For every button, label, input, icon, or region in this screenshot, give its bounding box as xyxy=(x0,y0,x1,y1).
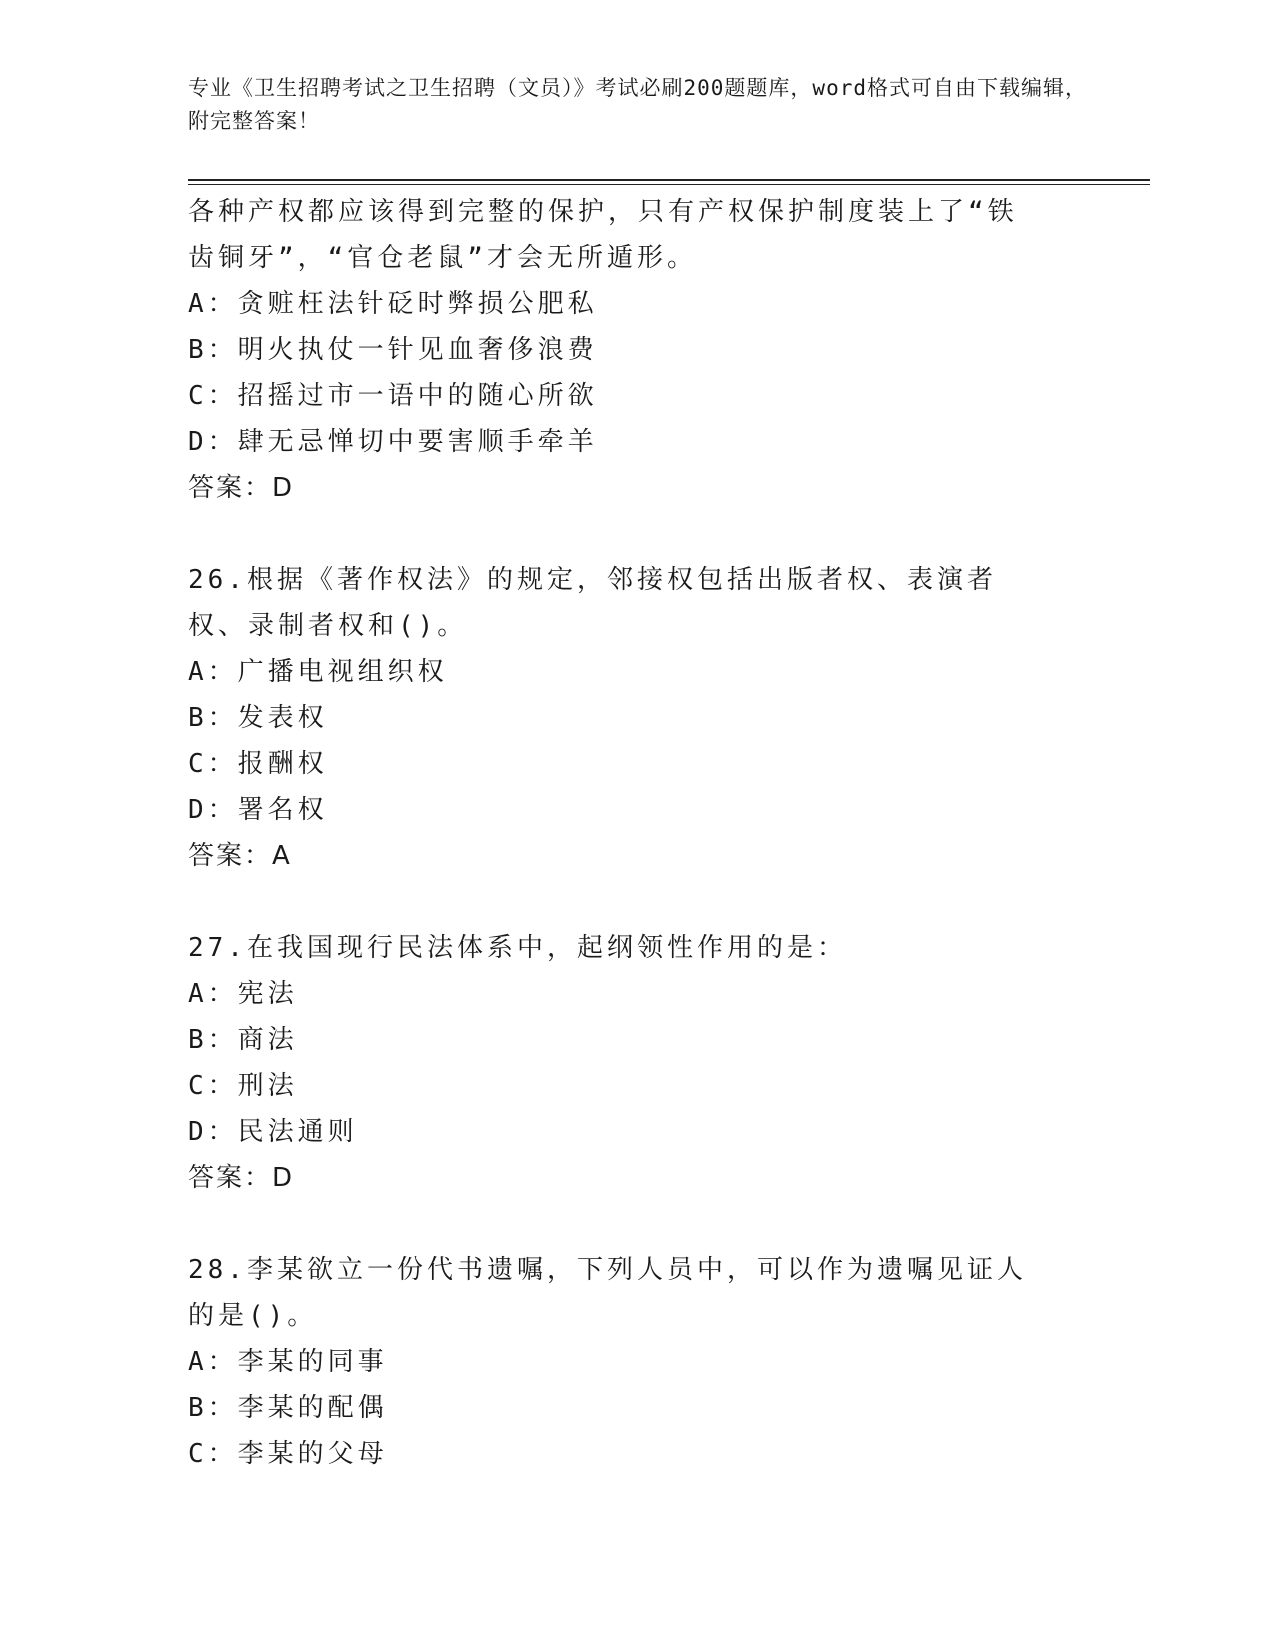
question-stem: 27.在我国现行民法体系中，起纲领性作用的是： xyxy=(188,933,847,963)
option-c: C：李某的父母 xyxy=(188,1439,388,1469)
option-d: D：民法通则 xyxy=(188,1117,358,1147)
question-block xyxy=(188,189,1088,511)
header-rule-thin xyxy=(188,184,1150,185)
question-list xyxy=(188,189,1088,1477)
question-stem: 28.李某欲立一份代书遗嘱，下列人员中，可以作为遗嘱见证人的是()。 xyxy=(188,1255,1027,1331)
answer-line: 答案：A xyxy=(188,841,292,871)
answer-line: 答案：D xyxy=(188,1163,295,1193)
option-b: B：李某的配偶 xyxy=(188,1393,388,1423)
answer-line: 答案：D xyxy=(188,473,295,503)
option-d: D：肆无忌惮切中要害顺手牵羊 xyxy=(188,427,598,457)
document-header: 专业《卫生招聘考试之卫生招聘（文员）》考试必刷200题题库，word格式可自由下载编辑，附完整答案！ xyxy=(188,76,1087,133)
option-d: D：署名权 xyxy=(188,795,328,825)
option-a: A：李某的同事 xyxy=(188,1347,388,1377)
option-a: A：贪赃枉法针砭时弊损公肥私 xyxy=(188,289,598,319)
question-block xyxy=(188,1247,1088,1477)
question-stem: 各种产权都应该得到完整的保护，只有产权保护制度装上了“铁齿铜牙”，“官仓老鼠”才会无所遁形。 xyxy=(188,197,1018,273)
option-b: B：明火执仗一针见血奢侈浪费 xyxy=(188,335,598,365)
option-c: C：报酬权 xyxy=(188,749,328,779)
question-block xyxy=(188,925,1088,1201)
question-stem: 26.根据《著作权法》的规定，邻接权包括出版者权、表演者权、录制者权和()。 xyxy=(188,565,997,641)
option-c: C：刑法 xyxy=(188,1071,298,1101)
question-block xyxy=(188,557,1088,879)
header-rule-thick xyxy=(188,179,1150,181)
option-c: C：招摇过市一语中的随心所欲 xyxy=(188,381,598,411)
option-a: A：宪法 xyxy=(188,979,298,1009)
option-a: A：广播电视组织权 xyxy=(188,657,448,687)
option-b: B：商法 xyxy=(188,1025,298,1055)
option-b: B：发表权 xyxy=(188,703,328,733)
